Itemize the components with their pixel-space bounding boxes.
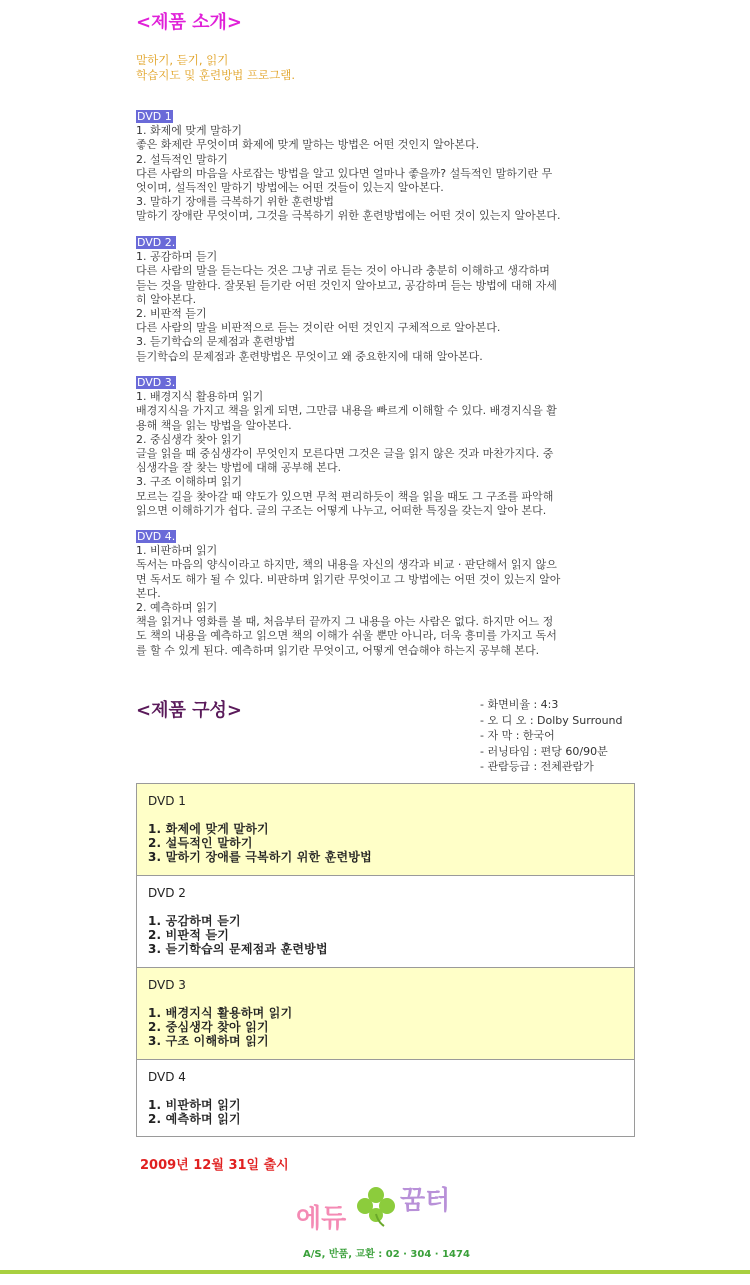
spec-aspect-ratio: - 화면비율 : 4:3 <box>480 698 559 711</box>
spec-subtitles: - 자 막 : 한국어 <box>480 729 555 742</box>
release-date: 2009년 12월 31일 출시 <box>140 1158 289 1173</box>
composition-item: 3. 말하기 장애를 극복하기 위한 훈련방법 <box>148 850 372 864</box>
dvd-2-line: 3. 듣기학습의 문제점과 훈련방법 <box>136 335 296 349</box>
dvd-4-line: 를 할 수 있게 된다. 예측하며 읽기란 무엇이고, 어떻게 연습해야 하는지 공부해 본다. <box>136 643 540 657</box>
dvd-2-line: 1. 공감하며 듣기 <box>136 250 218 264</box>
composition-item: 1. 배경지식 활용하며 읽기 <box>148 1006 293 1020</box>
composition-item: 2. 예측하며 읽기 <box>148 1112 241 1126</box>
dvd-4-description <box>136 530 636 658</box>
composition-dvd-label: DVD 2 <box>148 886 186 900</box>
composition-table <box>136 783 635 1137</box>
tagline <box>136 53 295 83</box>
clover-icon <box>354 1184 398 1228</box>
tagline-line-1: 말하기, 듣기, 읽기 <box>136 53 229 67</box>
composition-item: 1. 공감하며 듣기 <box>148 914 241 928</box>
dvd-2-line: 듣기학습의 문제점과 훈련방법은 무엇이고 왜 중요한지에 대해 알아본다. <box>136 349 483 363</box>
dvd-1-line: 좋은 화제란 무엇이며 화제에 맞게 말하는 방법은 어떤 것인지 알아본다. <box>136 138 480 152</box>
dvd-1-heading: DVD 1 <box>137 110 172 123</box>
dvd-1-line: 3. 말하기 장애를 극복하기 위한 훈련방법 <box>136 195 334 209</box>
composition-dvd-label: DVD 1 <box>148 794 186 808</box>
composition-dvd-label: DVD 3 <box>148 978 186 992</box>
composition-item: 3. 듣기학습의 문제점과 훈련방법 <box>148 942 328 956</box>
dvd-2-heading: DVD 2. <box>137 236 176 249</box>
dvd-3-line: 2. 중심생각 찾아 읽기 <box>136 432 242 446</box>
dvd-2-line: 다른 사람의 말을 듣는다는 것은 그냥 귀로 듣는 것이 아니라 충분히 이해하고 생각하며 <box>136 264 550 278</box>
dvd-1-line: 다른 사람의 마음을 사로잡는 방법을 알고 있다면 얼마나 좋을까? 설득적인 말하기란 무 <box>136 166 553 180</box>
composition-item: 2. 설득적인 말하기 <box>148 836 253 850</box>
spec-audio: - 오 디 오 : Dolby Surround <box>480 713 623 727</box>
dvd-4-line: 면 독서도 해가 될 수 있다. 비판하며 읽기란 무엇이고 그 방법에는 어떤 것이 있는지 알아 <box>136 572 561 586</box>
dvd-2-line: 듣는 것을 말한다. 잘못된 듣기란 어떤 것인지 알아보고, 공감하며 듣는 방법에 대해 자세 <box>136 278 557 292</box>
dvd-4-line: 1. 비판하며 읽기 <box>136 544 218 558</box>
composition-item: 2. 중심생각 찾아 읽기 <box>148 1020 269 1034</box>
dvd-1-line: 1. 화제에 맞게 말하기 <box>136 124 242 138</box>
dvd-1-line: 말하기 장애란 무엇이며, 그것을 극복하기 위한 훈련방법에는 어떤 것이 있는지 알아본다. <box>136 209 561 223</box>
dvd-2-line: 다른 사람의 말을 비판적으로 듣는 것이란 어떤 것인지 구체적으로 알아본다. <box>136 321 501 335</box>
product-specs <box>480 697 623 775</box>
dvd-3-description <box>136 376 636 518</box>
tagline-line-2: 학습지도 및 훈련방법 프로그램. <box>136 68 296 82</box>
dvd-1-line: 2. 설득적인 말하기 <box>136 152 228 166</box>
composition-box-dvd-4 <box>137 1059 634 1136</box>
dvd-3-line: 용해 책을 읽는 방법을 알아본다. <box>136 418 292 432</box>
dvd-2-line: 2. 비판적 듣기 <box>136 307 207 321</box>
composition-item: 1. 화제에 맞게 말하기 <box>148 822 269 836</box>
intro-title: <제품 소개> <box>136 12 242 33</box>
spec-running-time: - 러닝타임 : 편당 60/90분 <box>480 744 608 758</box>
dvd-2-line: 히 알아본다. <box>136 292 197 306</box>
composition-box-dvd-1 <box>137 784 634 875</box>
dvd-4-heading: DVD 4. <box>137 530 176 543</box>
composition-item: 3. 구조 이해하며 읽기 <box>148 1034 269 1048</box>
dvd-1-description <box>136 110 636 224</box>
composition-item: 1. 비판하며 읽기 <box>148 1098 241 1112</box>
composition-box-dvd-2 <box>137 875 634 967</box>
composition-box-dvd-3 <box>137 967 634 1059</box>
logo-text-left: 에듀 <box>296 1204 347 1234</box>
dvd-3-line: 심생각을 잘 찾는 방법에 대해 공부해 본다. <box>136 461 342 475</box>
dvd-3-heading: DVD 3. <box>137 376 176 389</box>
composition-title: <제품 구성> <box>136 700 242 721</box>
dvd-3-line: 1. 배경지식 활용하며 읽기 <box>136 390 264 404</box>
composition-item: 2. 비판적 듣기 <box>148 928 230 942</box>
composition-dvd-label: DVD 4 <box>148 1070 186 1084</box>
dvd-2-description <box>136 236 636 364</box>
spec-rating: - 관람등급 : 전체관람가 <box>480 760 594 773</box>
dvd-3-line: 글을 읽을 때 중심생각이 무엇인지 모른다면 그것은 글을 읽지 않은 것과 마찬가지다. 중 <box>136 447 554 461</box>
dvd-4-line: 2. 예측하며 읽기 <box>136 601 218 615</box>
dvd-3-line: 배경지식을 가지고 책을 읽게 되면, 그만큼 내용을 빠르게 이해할 수 있다. 배경지식을 활 <box>136 404 557 418</box>
dvd-3-line: 읽으면 이해하기가 쉽다. 글의 구조는 어떻게 나누고, 어떠한 특징을 갖는지 알아 본다. <box>136 503 547 517</box>
dvd-4-line: 본다. <box>136 586 161 600</box>
dvd-4-line: 도 책의 내용을 예측하고 읽으면 책의 이해가 쉬울 뿐만 아니라, 더욱 흥미를 가지고 독서 <box>136 629 557 643</box>
footer-divider <box>0 1270 750 1274</box>
dvd-4-line: 독서는 마음의 양식이라고 하지만, 책의 내용을 자신의 생각과 비교 · 판단해서 읽지 않으 <box>136 558 557 572</box>
dvd-3-line: 모르는 길을 찾아갈 때 약도가 있으면 무척 편리하듯이 책을 읽을 때도 그 구조를 파악해 <box>136 489 554 503</box>
dvd-4-line: 책을 읽거나 영화를 볼 때, 처음부터 끝까지 그 내용을 아는 사람은 없다. 하지만 어느 정 <box>136 615 554 629</box>
dvd-3-line: 3. 구조 이해하며 읽기 <box>136 475 242 489</box>
contact-info: A/S, 반품, 교환 : 02 · 304 · 1474 <box>303 1249 470 1260</box>
dvd-1-line: 엇이며, 설득적인 말하기 방법에는 어떤 것들이 있는지 알아본다. <box>136 181 444 195</box>
logo-text-right: 꿈터 <box>400 1186 451 1216</box>
